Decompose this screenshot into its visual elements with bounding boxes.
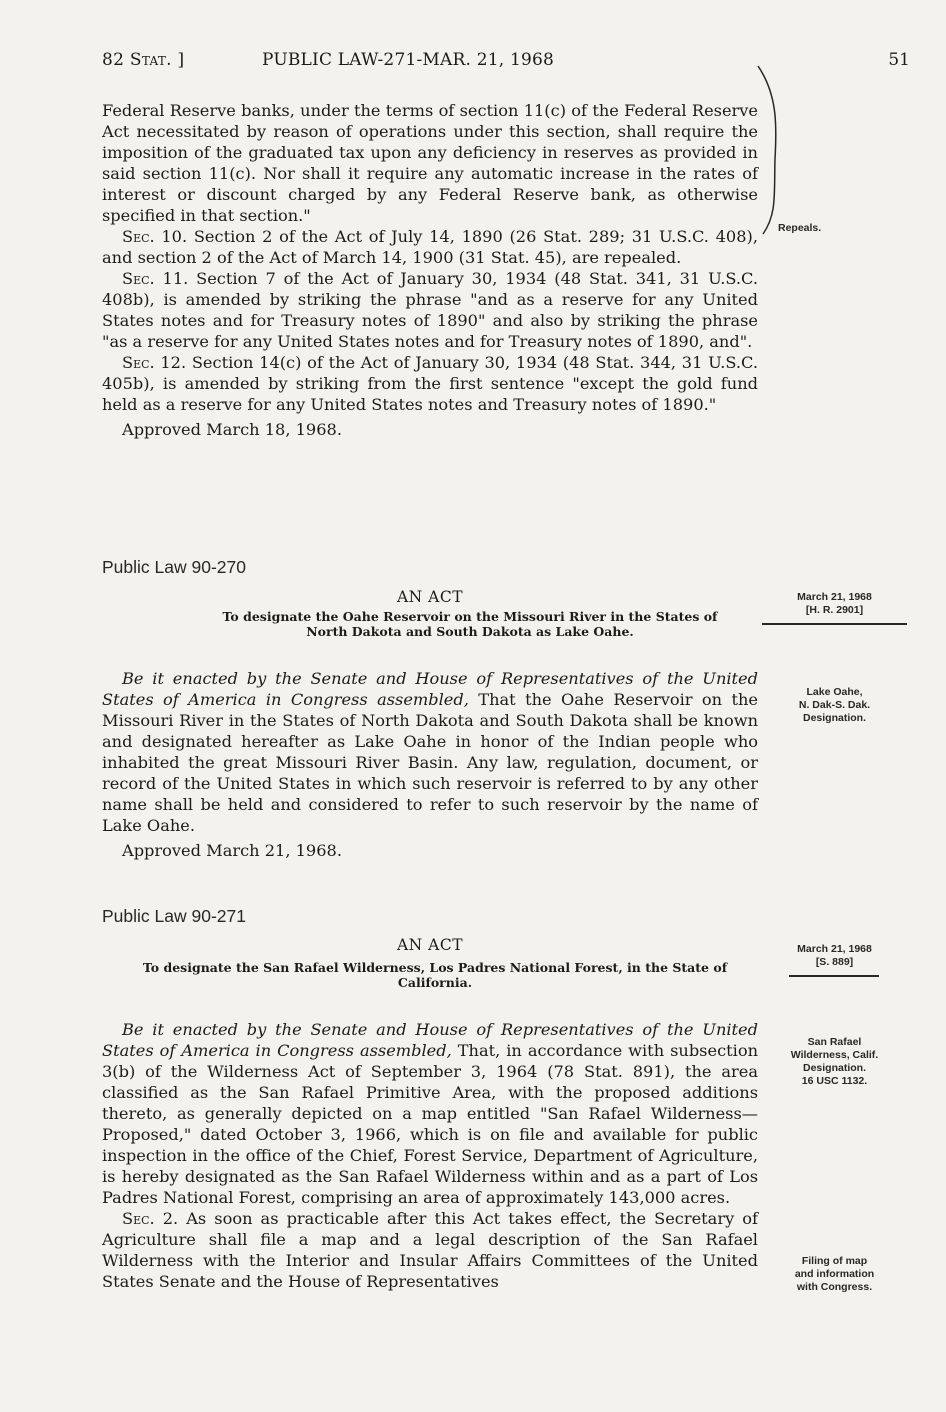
an-act-heading-271: AN ACT	[396, 936, 464, 954]
margin-note-270-line2: N. Dak-S. Dak.	[798, 699, 871, 711]
margin-bracket	[755, 64, 785, 239]
margin-date-270	[762, 591, 907, 625]
section-12-text: Section 14(c) of the Act of January 30, 1934 (48 Stat. 344, 31 U.S.C. 405b), is amended by striking from the first sentence "except the gold fund held as a reserve for any United States notes and Treasury notes of 1890."	[102, 353, 758, 414]
law-271-text: That, in accordance with subsection 3(b) of the Wilderness Act of September 3, 1964 (78 Stat. 891), the area classified as the San Rafael Primitive Area, with the proposed additions thereto, as generally depicted on a map entitled "San Rafael Wilderness—Proposed," dated October 3, 1966, which is on file and available for public inspection in the office of the Chief, Forest Service, Department of Agriculture, is hereby designated as the San Rafael Wilderness within and as a part of Los Padres National Forest, comprising an area of approximately 143,000 acres.	[102, 1041, 758, 1207]
margin-bill-271: [S. 889]	[815, 956, 854, 968]
page-header	[102, 50, 910, 78]
section-11	[102, 268, 758, 352]
law-270-text: That the Oahe Reservoir on the Missouri River in the States of North Dakota and South Dakota shall be known and designated hereafter as Lake Oahe in honor of the Indian people who inhabited the great Missouri River Basin. Any law, regulation, document, or record of the United States in which such reservoir is referred to by any other name shall be held and considered to refer to such reservoir by the name of Lake Oahe.	[102, 690, 758, 835]
margin-note-270-line1: Lake Oahe,	[806, 686, 863, 698]
law-271-body	[102, 1019, 758, 1292]
law-271-sec2-label: Sec. 2.	[122, 1209, 179, 1228]
enacting-clause-271: Be it enacted by the Senate and House of Representatives of the United States of America in Congress assembled,	[102, 1020, 758, 1060]
public-law-270-title: Public Law 90-270	[102, 557, 246, 577]
enacting-clause-270: Be it enacted by the Senate and House of Representatives of the United States of America in Congress assembled,	[102, 669, 758, 709]
margin-date-270-line: March 21, 1968	[797, 591, 872, 603]
margin-date-271-line: March 21, 1968	[797, 943, 872, 955]
margin-date-271	[762, 943, 907, 977]
section-10	[102, 226, 758, 268]
section-12	[102, 352, 758, 415]
law-271-section-2	[102, 1208, 758, 1292]
section-12-label: Sec. 12.	[122, 353, 187, 372]
volume-reference: 82 Stat. ]	[102, 50, 185, 70]
margin-note-271-line2: Wilderness, Calif.	[790, 1049, 879, 1061]
section-10-label: Sec. 10.	[122, 227, 188, 246]
section-10-text: Section 2 of the Act of July 14, 1890 (26 Stat. 289; 31 U.S.C. 408), and section 2 of the Act of March 14, 1900 (31 Stat. 45), are repealed.	[102, 227, 758, 267]
approved-date-270: Approved March 21, 1968.	[122, 841, 342, 860]
margin-filing-line2: and information	[794, 1268, 875, 1280]
margin-note-271-line4: 16 USC 1132.	[801, 1075, 868, 1087]
margin-filing-line1: Filing of map	[801, 1255, 868, 1267]
running-title: PUBLIC LAW-271-MAR. 21, 1968	[262, 50, 555, 70]
margin-note-270-line3: Designation.	[802, 712, 866, 724]
page-number: 51	[888, 50, 910, 70]
an-act-heading-270: AN ACT	[396, 588, 464, 606]
public-law-271-title: Public Law 90-271	[102, 906, 246, 926]
margin-rule-270	[762, 623, 907, 625]
margin-note-repeals: Repeals.	[778, 222, 822, 234]
section-11-label: Sec. 11.	[122, 269, 189, 288]
law-270-enactment	[102, 668, 758, 836]
act-description-270: To designate the Oahe Reservoir on the Missouri River in the States of North Dakota and South Dakota as Lake Oahe.	[222, 609, 718, 639]
margin-rule-271	[789, 975, 879, 977]
margin-note-271-line3: Designation.	[802, 1062, 866, 1074]
law-271-sec2-text: As soon as practicable after this Act takes effect, the Secretary of Agriculture shall file a map and a legal description of the San Rafael Wilderness with the Interior and Insular Affairs Committees of the United States Senate and the House of Representatives	[102, 1209, 759, 1291]
section-11-text: Section 7 of the Act of January 30, 1934 (48 Stat. 341, 31 U.S.C. 408b), is amended by striking the phrase "and as a reserve for any United States notes and for Treasury notes of 1890" and also by striking the phrase "as a reserve for any United States notes and for Treasury notes of 1890, and".	[102, 269, 758, 351]
approved-date-1: Approved March 18, 1968.	[122, 420, 342, 439]
margin-note-271-line1: San Rafael	[807, 1036, 862, 1048]
act-description-271: To designate the San Rafael Wilderness, Los Padres National Forest, in the State of California.	[142, 960, 728, 990]
continuation-paragraph: Federal Reserve banks, under the terms of section 11(c) of the Federal Reserve Act necessitated by reason of operations under this section, shall require the imposition of the graduated tax upon any deficiency in reserves as provided in said section 11(c). Nor shall it require any automatic increase in the rates of interest or discount charged by any Federal Reserve bank, as otherwise specified in that section."	[102, 101, 758, 225]
margin-note-lake-oahe	[762, 686, 907, 725]
margin-bill-270: [H. R. 2901]	[805, 604, 864, 616]
section-block-1	[102, 100, 758, 440]
law-270-body	[102, 668, 758, 861]
margin-filing-line3: with Congress.	[796, 1281, 873, 1293]
margin-note-filing	[762, 1255, 907, 1294]
margin-note-san-rafael	[762, 1036, 907, 1088]
law-271-enactment	[102, 1019, 758, 1208]
